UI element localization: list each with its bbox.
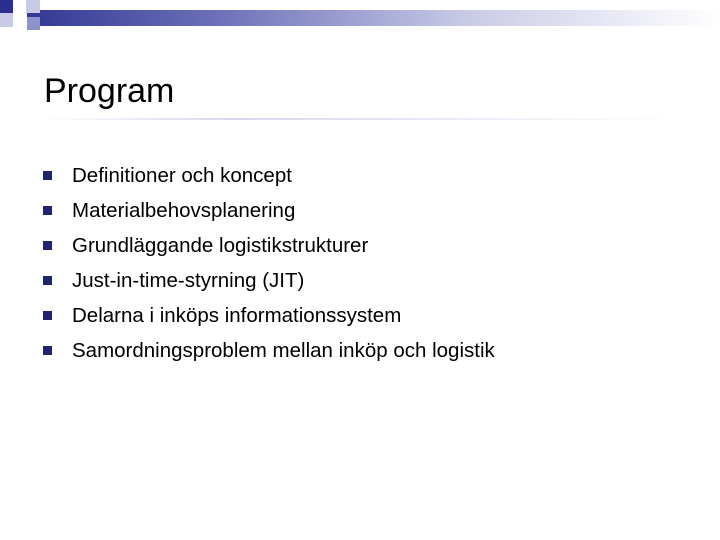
bullet-text: Delarna i inköps informationssystem — [72, 303, 402, 327]
decorative-square — [0, 0, 13, 13]
square-bullet-icon — [43, 346, 52, 355]
title-divider — [40, 118, 680, 120]
slide-title: Program — [44, 72, 175, 110]
square-bullet-icon — [43, 206, 52, 215]
list-item — [43, 333, 495, 368]
list-item — [43, 193, 495, 228]
list-item — [43, 263, 495, 298]
decorative-square — [13, 13, 27, 27]
list-item — [43, 298, 495, 333]
bullet-text: Grundläggande logistikstrukturer — [72, 233, 369, 257]
decorative-square — [0, 13, 13, 27]
bullet-text: Just-in-time-styrning (JIT) — [72, 268, 305, 292]
bullet-text: Definitioner och koncept — [72, 163, 292, 187]
header-gradient-band — [0, 10, 720, 26]
decorative-square — [13, 0, 26, 13]
bullet-list — [43, 158, 495, 368]
bullet-text: Samordningsproblem mellan inköp och logistik — [72, 338, 495, 362]
decorative-square — [27, 17, 40, 30]
square-bullet-icon — [43, 171, 52, 180]
list-item — [43, 228, 495, 263]
square-bullet-icon — [43, 276, 52, 285]
square-bullet-icon — [43, 311, 52, 320]
square-bullet-icon — [43, 241, 52, 250]
list-item — [43, 158, 495, 193]
decorative-square — [26, 0, 40, 13]
bullet-text: Materialbehovsplanering — [72, 198, 296, 222]
